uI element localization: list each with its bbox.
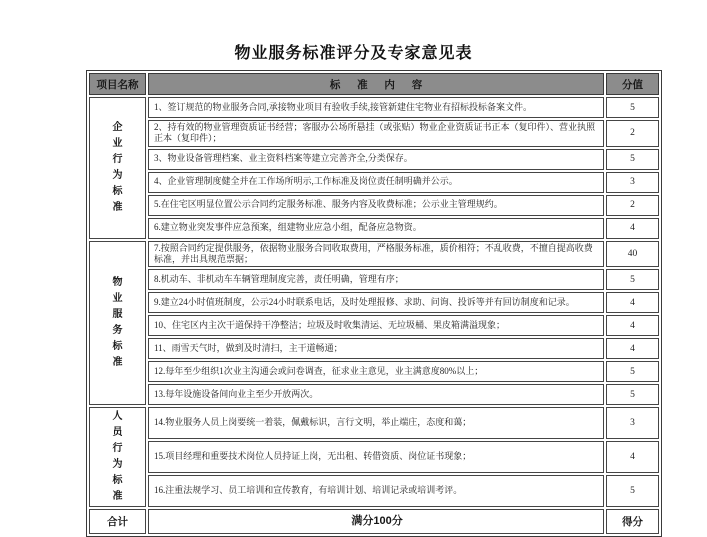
- score-value: 4: [606, 315, 659, 336]
- score-value: 5: [606, 384, 659, 405]
- table-row: [89, 315, 659, 336]
- standard-item-text: 11、雨雪天气时，做到及时清扫，主干道畅通；: [148, 338, 604, 359]
- table-row: [89, 407, 659, 439]
- standard-item-text: 12.每年至少组织1次业主沟通会或问卷调查，征求业主意见，业主满意度80%以上；: [148, 361, 604, 382]
- header-row: [89, 73, 659, 95]
- group-label-personnel-conduct: [89, 407, 146, 507]
- page-title: 物业服务标准评分及专家意见表: [234, 45, 473, 62]
- group-label-enterprise-conduct: [89, 97, 146, 239]
- table-row: [89, 218, 659, 239]
- standard-item-text: 8.机动车、非机动车车辆管理制度完善，责任明确，管理有序；: [148, 269, 604, 290]
- group-label-text: 人员行为标准: [112, 411, 123, 502]
- standard-item-text: 14.物业服务人员上岗要统一着装，佩戴标识，言行文明，举止端庄，态度和蔼；: [148, 407, 604, 439]
- score-value: 5: [606, 149, 659, 170]
- score-value: 2: [606, 195, 659, 216]
- score-value: 5: [606, 269, 659, 290]
- standard-item-text: 10、住宅区内主次干道保持干净整洁；垃圾及时收集清运、无垃圾桶、果皮箱满溢现象；: [148, 315, 604, 336]
- standard-item-text: 9.建立24小时值班制度，公示24小时联系电话，及时处理报修、求助、问询、投诉等并有回访制度和记录。: [148, 292, 604, 313]
- standard-item-text: 16.注重法规学习、员工培训和宣传教育，有培训计划、培训记录或培训考评。: [148, 475, 604, 507]
- score-value: 4: [606, 292, 659, 313]
- standard-item-text: 4、企业管理制度健全并在工作场所明示,工作标准及岗位责任制明确并公示。: [148, 172, 604, 193]
- table-row: [89, 269, 659, 290]
- standard-item-text: 6.建立物业突发事件应急预案，组建物业应急小组，配备应急物资。: [148, 218, 604, 239]
- score-value: 40: [606, 241, 659, 268]
- score-value: 3: [606, 407, 659, 439]
- table-row: [89, 149, 659, 170]
- header-project-name: 项目名称: [89, 73, 146, 95]
- standard-item-text: 3、物业设备管理档案、业主资料档案等建立完善齐全,分类保存。: [148, 149, 604, 170]
- total-row: [89, 509, 659, 534]
- score-value: 2: [606, 120, 659, 147]
- group-label-property-service: [89, 241, 146, 406]
- group-label-text: 企业行为标准: [112, 121, 123, 213]
- score-value: 5: [606, 97, 659, 118]
- header-score: 分值: [606, 73, 659, 95]
- score-value: 4: [606, 338, 659, 359]
- table-row: [89, 195, 659, 216]
- group-label-text: 物业服务标准: [112, 276, 123, 368]
- table-row: [89, 361, 659, 382]
- table-row: [89, 338, 659, 359]
- score-value: 4: [606, 218, 659, 239]
- table-row: [89, 292, 659, 313]
- standard-item-text: 13.每年设施设备间向业主至少开放两次。: [148, 384, 604, 405]
- standard-item-text: 5.在住宅区明显位置公示合同约定服务标准、服务内容及收费标准；公示业主管理规约。: [148, 195, 604, 216]
- score-value: 5: [606, 361, 659, 382]
- score-obtained-label: 得分: [606, 509, 659, 534]
- standard-item-text: 2、持有效的物业管理资质证书经营；客服办公场所悬挂（或张贴）物业企业资质证书正本（复印件）、营业执照正本（复印件）；: [148, 120, 604, 147]
- standard-item-text: 1、签订规范的物业服务合同,承接物业项目有验收手续,接管新建住宅物业有招标投标备案文件。: [148, 97, 604, 118]
- table-row: [89, 475, 659, 507]
- table-row: [89, 172, 659, 193]
- total-label: 合计: [89, 509, 146, 534]
- table-row: [89, 97, 659, 118]
- table-row: [89, 441, 659, 473]
- table-row: [89, 241, 659, 268]
- score-value: 5: [606, 475, 659, 507]
- scoring-table: [86, 70, 662, 537]
- table-row: [89, 120, 659, 147]
- score-value: 4: [606, 441, 659, 473]
- score-value: 3: [606, 172, 659, 193]
- standard-item-text: 15.项目经理和重要技术岗位人员持证上岗，无出租、转借资质、岗位证书现象；: [148, 441, 604, 473]
- standard-item-text: 7.按照合同约定提供服务，依据物业服务合同收取费用，严格服务标准，质价相符；不乱收费，不擅自提高收费标准，并出具规范票据；: [148, 241, 604, 268]
- table-row: [89, 384, 659, 405]
- header-standard-content: 标准内容: [148, 73, 604, 95]
- total-content: 满分100分: [148, 509, 604, 534]
